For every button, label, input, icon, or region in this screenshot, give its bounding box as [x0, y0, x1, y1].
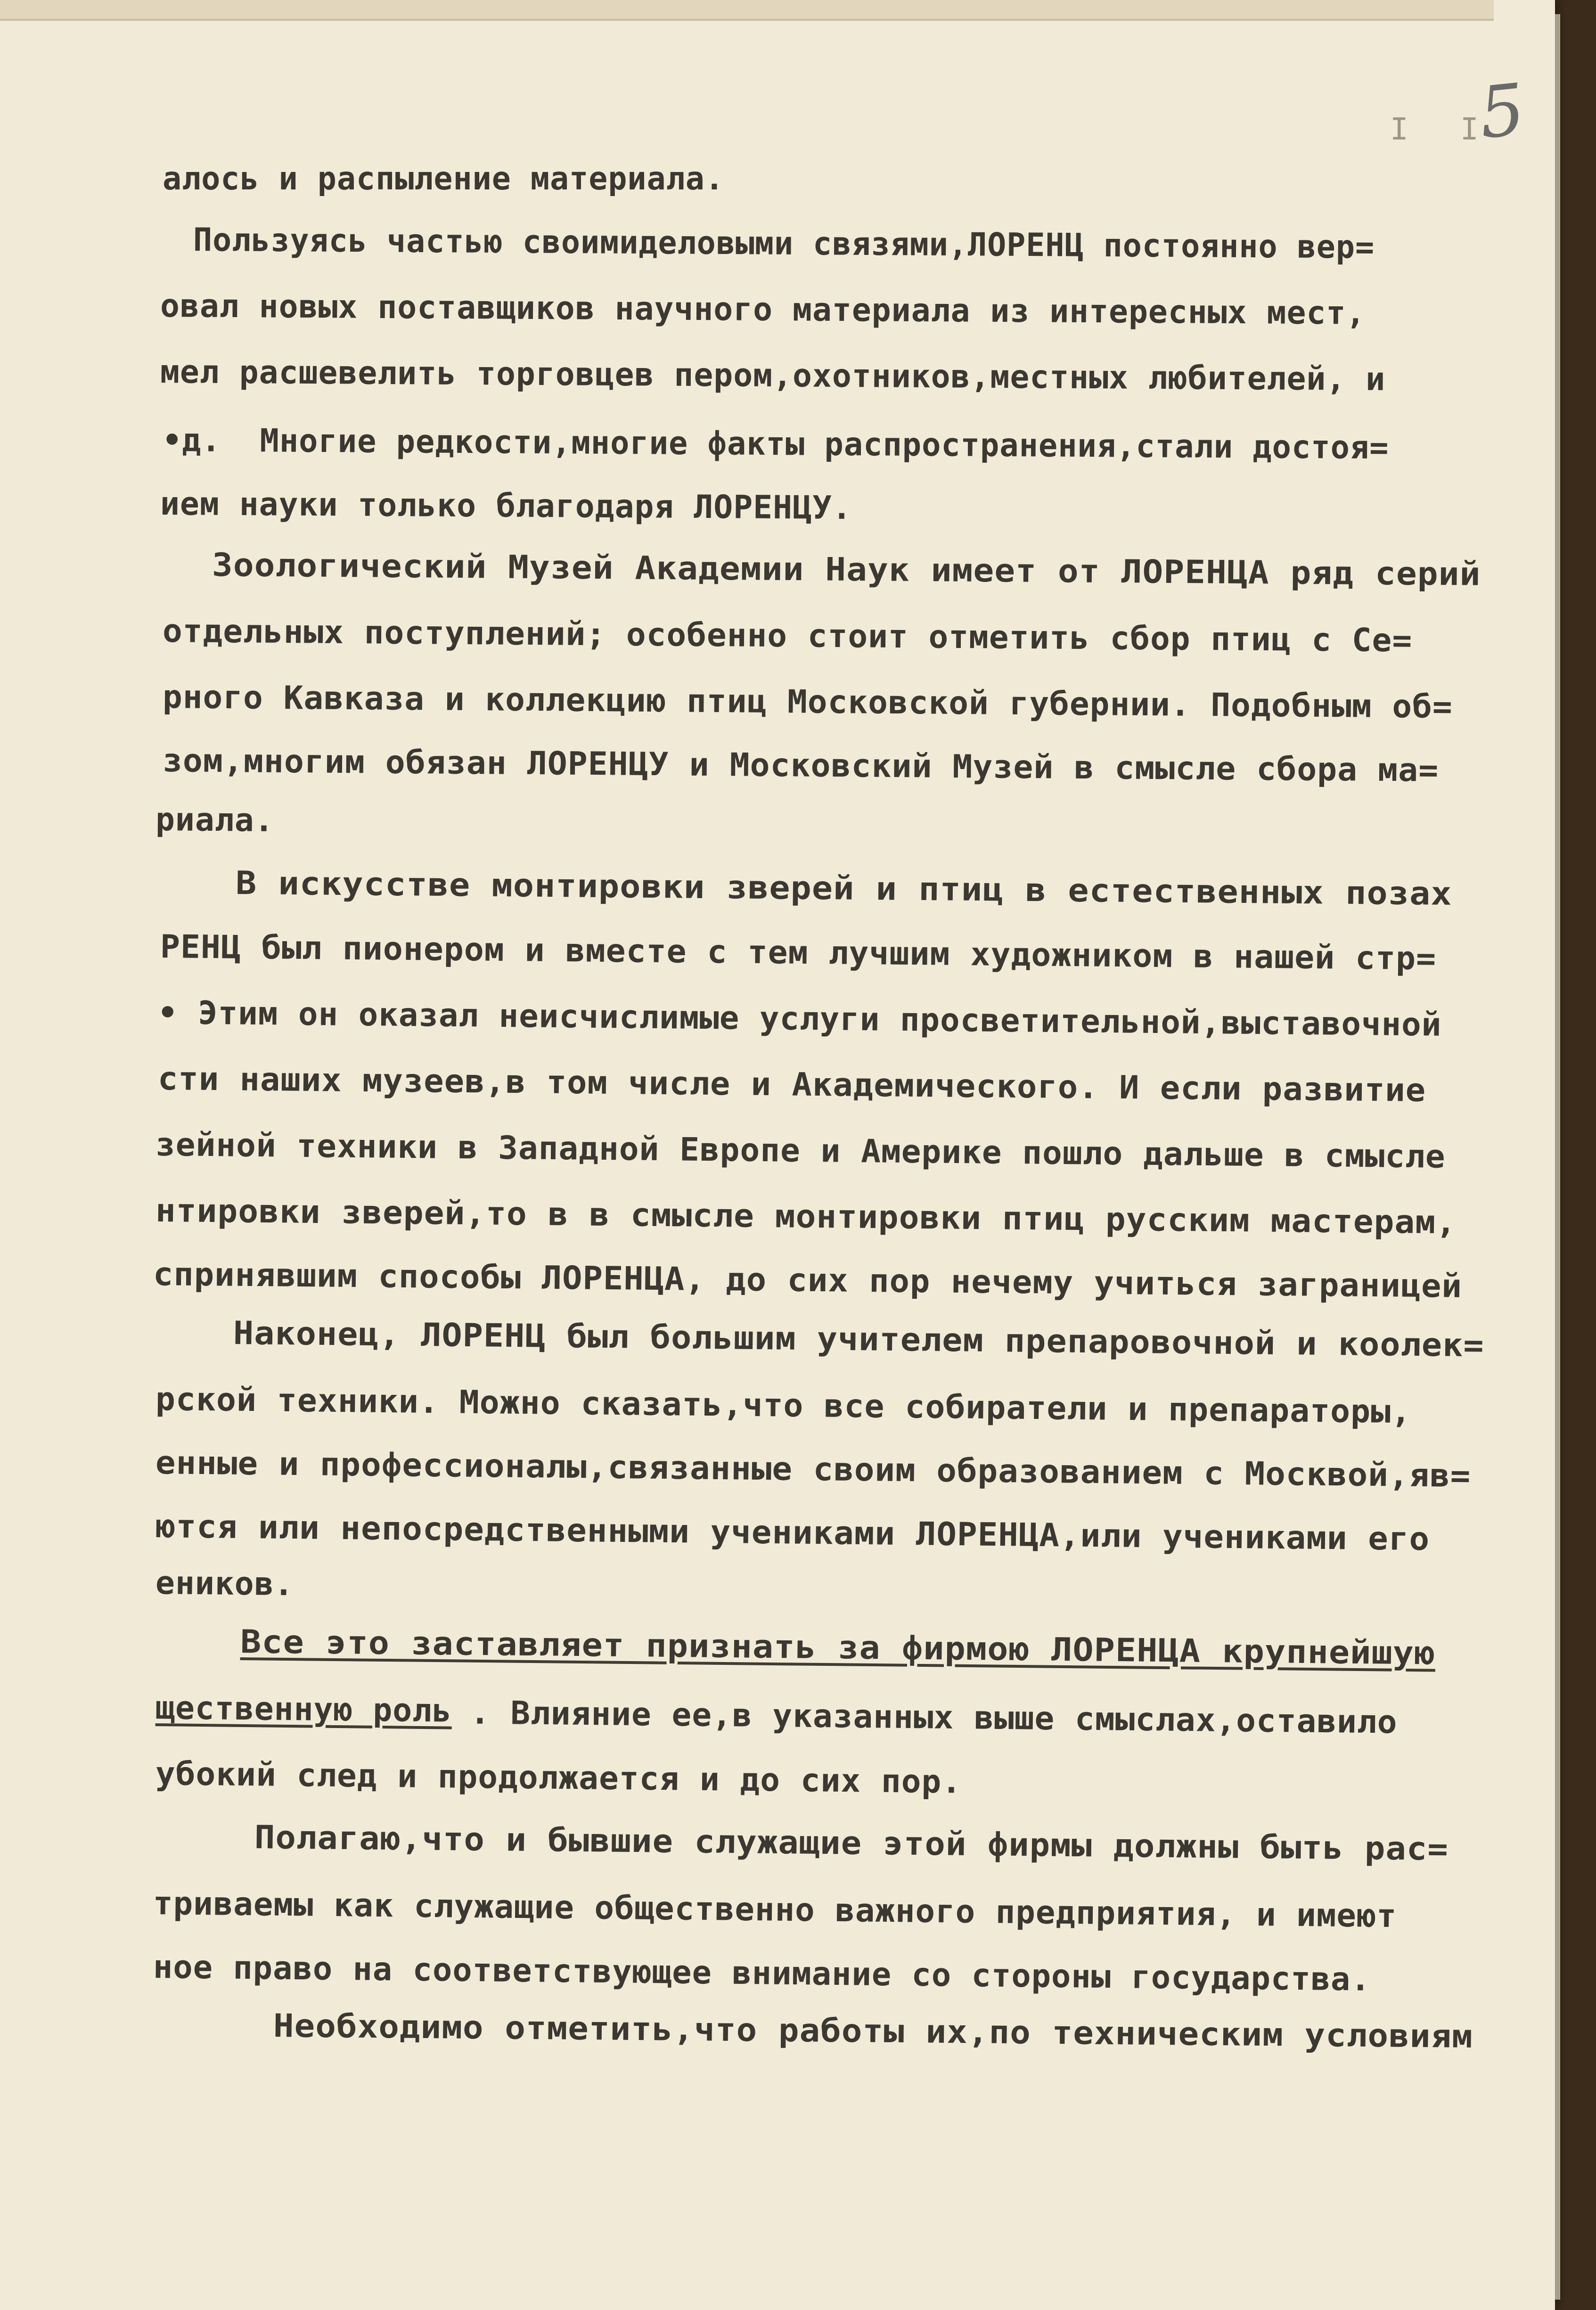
text-line: отдельных поступлений; особенно стоит отметить сбор птиц с Се=: [162, 613, 1413, 660]
text-line: Зоологический Музей Академии Наук имеет от ЛОРЕНЦА ряд серий: [212, 547, 1481, 593]
text-line: убокий след и продолжается и до сих пор.: [155, 1755, 962, 1801]
text-line: • Этим он оказал неисчислимые услуги просветительной,выставочной: [157, 994, 1442, 1044]
text-line: Наконец, ЛОРЕНЦ был большим учителем препаровочной и коолек=: [233, 1315, 1485, 1365]
text-line: рской техники. Можно сказать,что все собиратели и препараторы,: [155, 1381, 1412, 1431]
text-line: РЕНЦ был пионером и вместе с тем лучшим художником в нашей стр=: [160, 928, 1437, 978]
handwritten-page-number: 5: [1475, 68, 1529, 155]
text-line: алось и распыление материала.: [163, 160, 724, 197]
text-line: •д. Многие редкости,многие факты распространения,стали достоя=: [162, 422, 1389, 467]
page-folio: I I: [1390, 112, 1496, 147]
text-line: овал новых поставщиков научного материала из интересных мест,: [160, 287, 1366, 332]
text-line: енные и профессионалы,связанные своим образованием с Москвой,яв=: [155, 1444, 1471, 1495]
text-line: спринявшим способы ЛОРЕНЦА, до сих пор нечему учиться заграницей: [153, 1256, 1463, 1305]
text-line: ное право на соответствующее внимание со стороны государства.: [153, 1949, 1371, 1999]
text-line: ются или непосредственными учениками ЛОРЕНЦА,или учениками его: [155, 1508, 1430, 1558]
text-line: ием науки только благодаря ЛОРЕНЦУ.: [160, 485, 852, 527]
text-line: Необходимо отметить,что работы их,по техническим условиям: [273, 2007, 1473, 2056]
text-line: Пользуясь частью своимиделовыми связями,ЛОРЕНЦ постоянно вер=: [193, 221, 1375, 266]
underlined-text-line: щественную роль: [155, 1689, 452, 1730]
text-line: В искусстве монтировки зверей и птиц в естественных позах: [235, 865, 1453, 913]
text-line: . Влияние ее,в указанных выше смыслах,оставило: [450, 1694, 1398, 1741]
text-line: рного Кавказа и коллекцию птиц Московской губернии. Подобным об=: [162, 679, 1453, 726]
text-line: сти наших музеев,в том числе и Академического. И если развитие: [157, 1060, 1426, 1109]
underlined-text-line: Все это заставляет признать за фирмою ЛОРЕНЦА крупнейшую: [240, 1623, 1436, 1672]
text-line: риала.: [155, 801, 274, 839]
text-line: нтировки зверей,то в в смысле монтировки птиц русским мастерам,: [155, 1192, 1457, 1242]
text-line: зейной техники в Западной Европе и Америке пошло дальше в смысле: [155, 1126, 1446, 1176]
text-line: Полагаю,что и бывшие служащие этой фирмы должны быть рас=: [254, 1819, 1449, 1868]
text-line: еников.: [155, 1565, 294, 1604]
text-line: триваемы как служащие общественно важного предприятия, и имеют: [153, 1885, 1397, 1935]
text-line: зом,многим обязан ЛОРЕНЦУ и Московский Музей в смысле сбора ма=: [162, 742, 1439, 789]
text-line: мел расшевелить торговцев пером,охотников,местных любителей, и: [160, 353, 1386, 398]
